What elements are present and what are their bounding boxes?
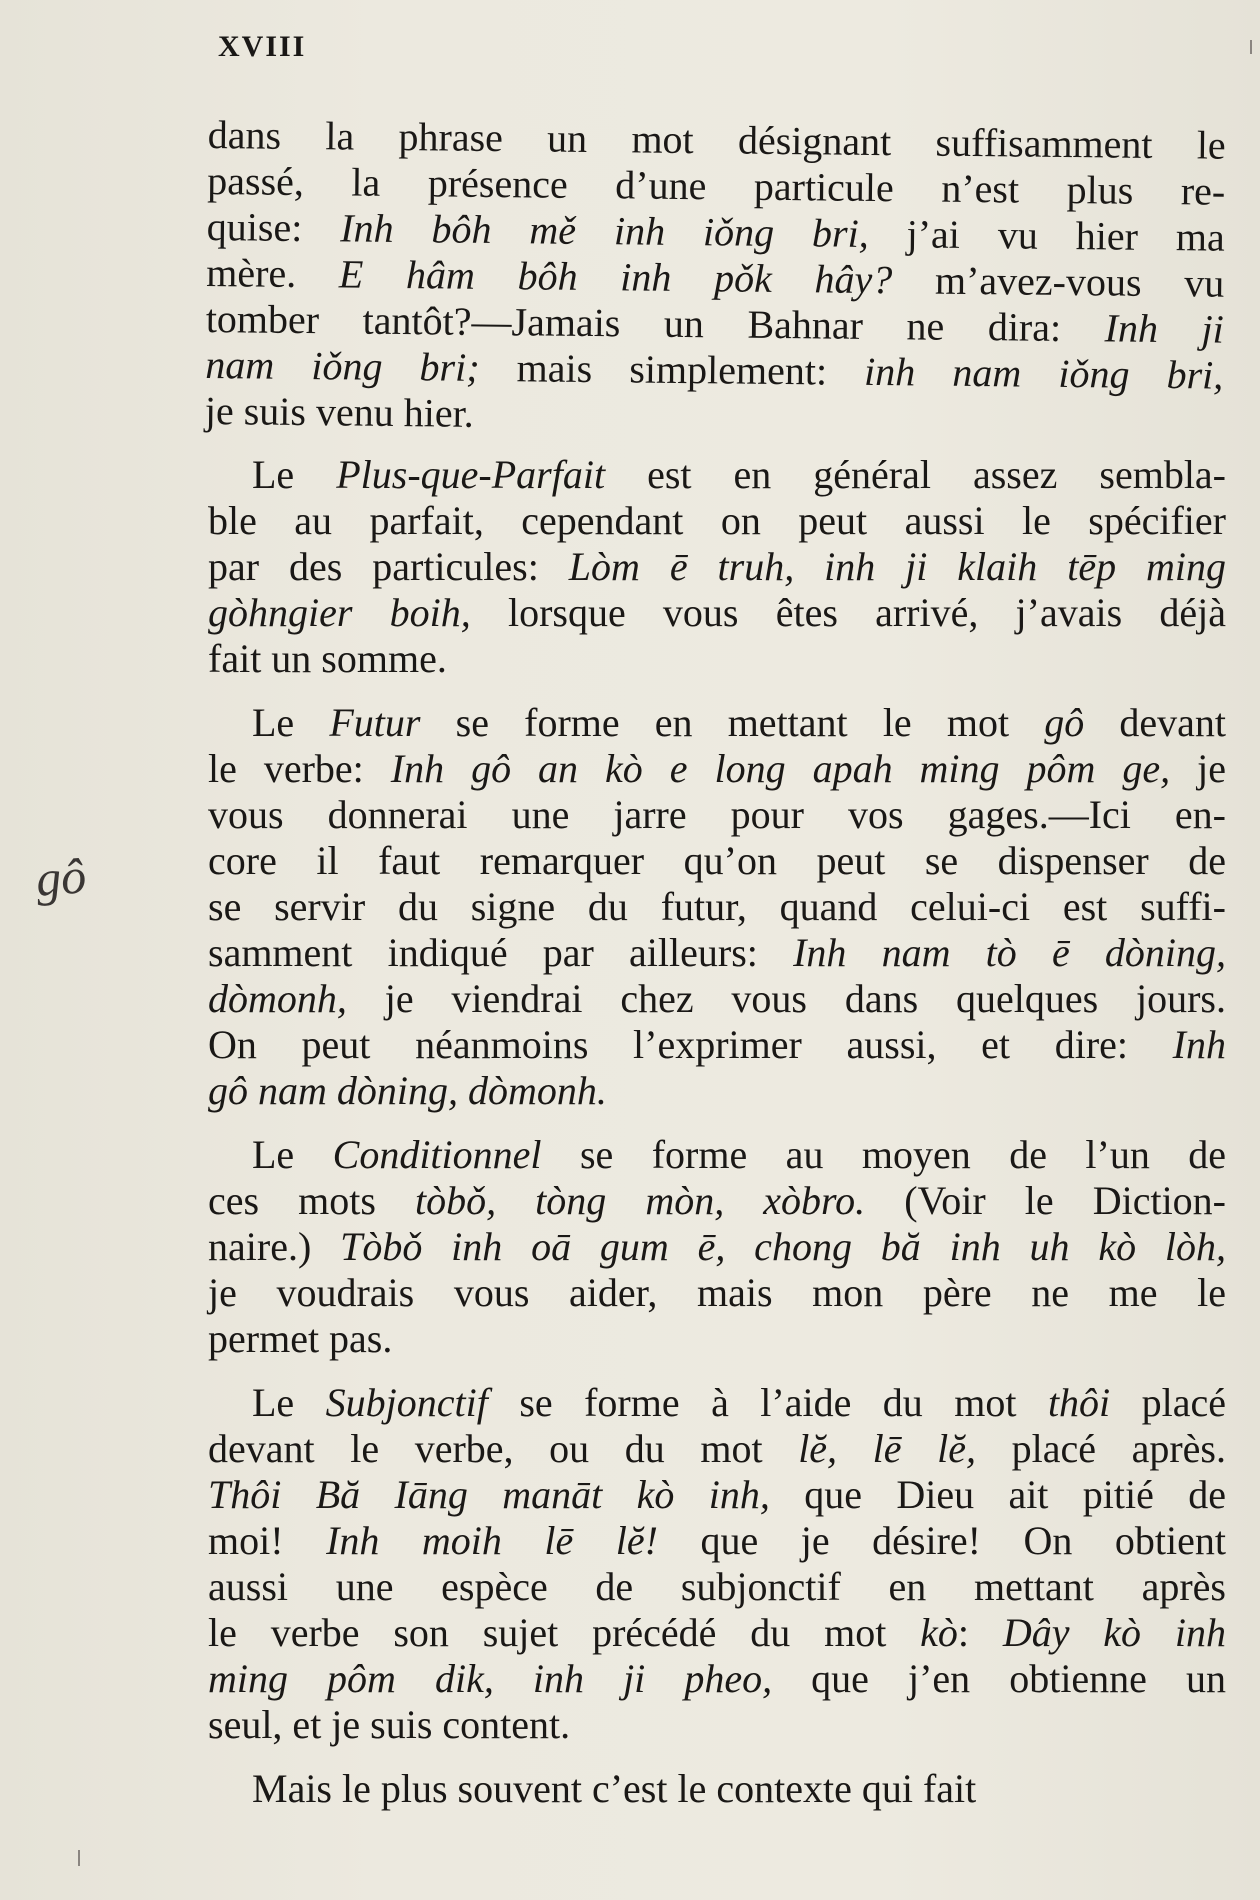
text-segment: que je désire! On obtient: [657, 1518, 1226, 1563]
text-segment: fait un somme.: [208, 636, 447, 681]
handwritten-margin-note: gô: [34, 847, 88, 907]
paragraph-p1: [205, 112, 1226, 445]
text-segment: Le: [252, 452, 337, 497]
text-line: [208, 452, 1226, 498]
italic-bahnar-text: lĕ, lē lĕ,: [798, 1426, 977, 1471]
italic-bahnar-text: Inh: [1172, 1022, 1226, 1067]
text-line: [208, 1656, 1226, 1702]
text-segment: par des particules:: [208, 544, 569, 589]
paper-mark: [1250, 40, 1252, 54]
text-line: [208, 1426, 1226, 1472]
text-segment: passé, la présence d’une particule n’est plus re-: [207, 157, 1226, 214]
text-line: [208, 976, 1226, 1022]
italic-bahnar-text: Inh moih lē lĕ!: [326, 1518, 658, 1563]
text-segment: mère.: [206, 249, 340, 297]
italic-bahnar-text: inh nam iǒng bri,: [863, 348, 1224, 398]
text-segment: je suis venu hier.: [204, 387, 474, 436]
text-segment: permet pas.: [208, 1316, 393, 1361]
italic-bahnar-text: thôi: [1047, 1380, 1111, 1425]
text-segment: se forme à l’aide du mot: [487, 1380, 1048, 1425]
text-line: [208, 792, 1226, 838]
text-line: [208, 636, 1226, 682]
text-line: [208, 1472, 1226, 1518]
paragraph-p3: [208, 700, 1226, 1114]
paragraph-p5: [208, 1380, 1226, 1748]
text-line: [208, 930, 1226, 976]
text-segment: :: [957, 1610, 1003, 1655]
text-segment: que Dieu ait pitié de: [769, 1472, 1226, 1517]
text-segment: placé après.: [976, 1426, 1226, 1471]
text-segment: On peut néanmoins l’exprimer aussi, et dire:: [208, 1022, 1173, 1067]
italic-bahnar-text: tòbǒ, tòng mòn, xòbro.: [415, 1178, 866, 1223]
text-segment: seul, et je suis content.: [208, 1702, 571, 1747]
italic-bahnar-text: ming pôm dik, inh ji pheo,: [208, 1656, 773, 1701]
text-segment: quise:: [206, 203, 341, 251]
italic-bahnar-text: Dây kò inh: [1002, 1610, 1226, 1655]
text-line: [208, 1068, 1226, 1114]
text-segment: moi!: [208, 1518, 327, 1563]
italic-bahnar-text: Conditionnel: [332, 1132, 542, 1177]
text-segment: devant: [1084, 700, 1227, 745]
italic-bahnar-text: kò: [920, 1610, 958, 1655]
text-segment: je: [1170, 746, 1226, 791]
italic-bahnar-text: Subjonctif: [325, 1380, 488, 1425]
paragraph-p4: [208, 1132, 1226, 1362]
text-segment: dans la phrase un mot désignant suffisamment le: [207, 112, 1226, 168]
text-line: [208, 498, 1226, 544]
text-segment: Le: [252, 700, 330, 745]
text-segment: je viendrai chez vous dans quelques jours.: [346, 976, 1226, 1021]
text-line: [208, 1564, 1226, 1610]
italic-bahnar-text: gòhngier boih,: [208, 590, 471, 635]
page-number: XVIII: [218, 30, 307, 63]
italic-bahnar-text: Inh ji: [1104, 305, 1225, 352]
text-line: [208, 544, 1226, 590]
text-segment: je voudrais vous aider, mais mon père ne me le: [208, 1270, 1226, 1315]
text-segment: samment indiqué par ailleurs:: [208, 930, 794, 975]
text-line: [208, 1270, 1226, 1316]
paragraph-p2: [208, 452, 1226, 682]
text-segment: j’ai vu hier ma: [868, 210, 1225, 260]
text-line: [208, 1132, 1226, 1178]
text-segment: tomber tantôt?—Jamais un Bahnar ne dira:: [205, 295, 1105, 351]
paragraph-p6: [208, 1766, 1226, 1812]
italic-bahnar-text: E hâm bôh inh pǒk hây?: [338, 251, 893, 303]
text-segment: lorsque vous êtes arrivé, j’avais déjà: [470, 590, 1227, 635]
text-line: [208, 884, 1226, 930]
italic-bahnar-text: Tòbǒ inh oā gum ē, chong bă inh uh kò lòh,: [340, 1224, 1227, 1269]
text-line: [208, 1518, 1226, 1564]
text-line: [208, 838, 1226, 884]
italic-bahnar-text: Inh gô an kò e long apah ming pôm ge,: [390, 746, 1171, 791]
text-segment: placé: [1110, 1380, 1227, 1425]
text-segment: Le: [252, 1380, 326, 1425]
paper-mark: [78, 1850, 80, 1866]
italic-bahnar-text: Inh bôh mě inh iǒng bri,: [340, 205, 869, 256]
italic-bahnar-text: Inh nam tò ē dòning,: [793, 930, 1226, 975]
text-segment: que j’en obtienne un: [772, 1656, 1226, 1701]
text-line: [208, 1178, 1226, 1224]
text-segment: ces mots: [208, 1178, 415, 1223]
italic-bahnar-text: gô: [1044, 700, 1085, 745]
text-line: [208, 746, 1226, 792]
text-line: [208, 1022, 1226, 1068]
italic-bahnar-text: Lòm ē truh, inh ji klaih tēp ming: [568, 544, 1226, 589]
text-segment: aussi une espèce de subjonctif en mettant après: [208, 1564, 1226, 1609]
italic-bahnar-text: Thôi Bă Iāng manāt kò inh,: [208, 1472, 770, 1517]
text-segment: m’avez-vous vu: [892, 257, 1225, 306]
text-segment: devant le verbe, ou du mot: [208, 1426, 799, 1471]
text-segment: ble au parfait, cependant on peut aussi le spécifier: [208, 498, 1226, 543]
text-segment: se forme au moyen de l’un de: [541, 1132, 1227, 1177]
text-line: [208, 700, 1226, 746]
text-segment: Mais le plus souvent c’est le contexte qui fait: [252, 1766, 977, 1811]
text-segment: est en général assez sembla-: [605, 452, 1226, 497]
text-segment: mais simplement:: [479, 344, 865, 394]
text-line: [208, 1610, 1226, 1656]
italic-bahnar-text: Futur: [329, 700, 421, 745]
text-segment: le verbe:: [208, 746, 391, 791]
text-line: [208, 1766, 1226, 1812]
text-line: [208, 1702, 1226, 1748]
text-line: [208, 590, 1226, 636]
italic-bahnar-text: gô nam dòning, dòmonh.: [208, 1068, 607, 1113]
text-segment: naire.): [208, 1224, 341, 1269]
text-segment: core il faut remarquer qu’on peut se dispenser de: [208, 838, 1226, 883]
italic-bahnar-text: dòmonh,: [208, 976, 347, 1021]
text-segment: vous donnerai une jarre pour vos gages.—Ici en-: [208, 792, 1226, 837]
text-line: [208, 1224, 1226, 1270]
text-segment: le verbe son sujet précédé du mot: [208, 1610, 921, 1655]
text-segment: se forme en mettant le mot: [420, 700, 1045, 745]
text-segment: se servir du signe du futur, quand celui-ci est suffi-: [208, 884, 1226, 929]
text-segment: (Voir le Diction-: [865, 1178, 1227, 1223]
italic-bahnar-text: nam iǒng bri;: [205, 341, 480, 390]
italic-bahnar-text: Plus-que-Parfait: [336, 452, 606, 497]
text-segment: Le: [252, 1132, 333, 1177]
text-line: [208, 1316, 1226, 1362]
text-line: [208, 1380, 1226, 1426]
body-text: [204, 112, 1227, 1830]
